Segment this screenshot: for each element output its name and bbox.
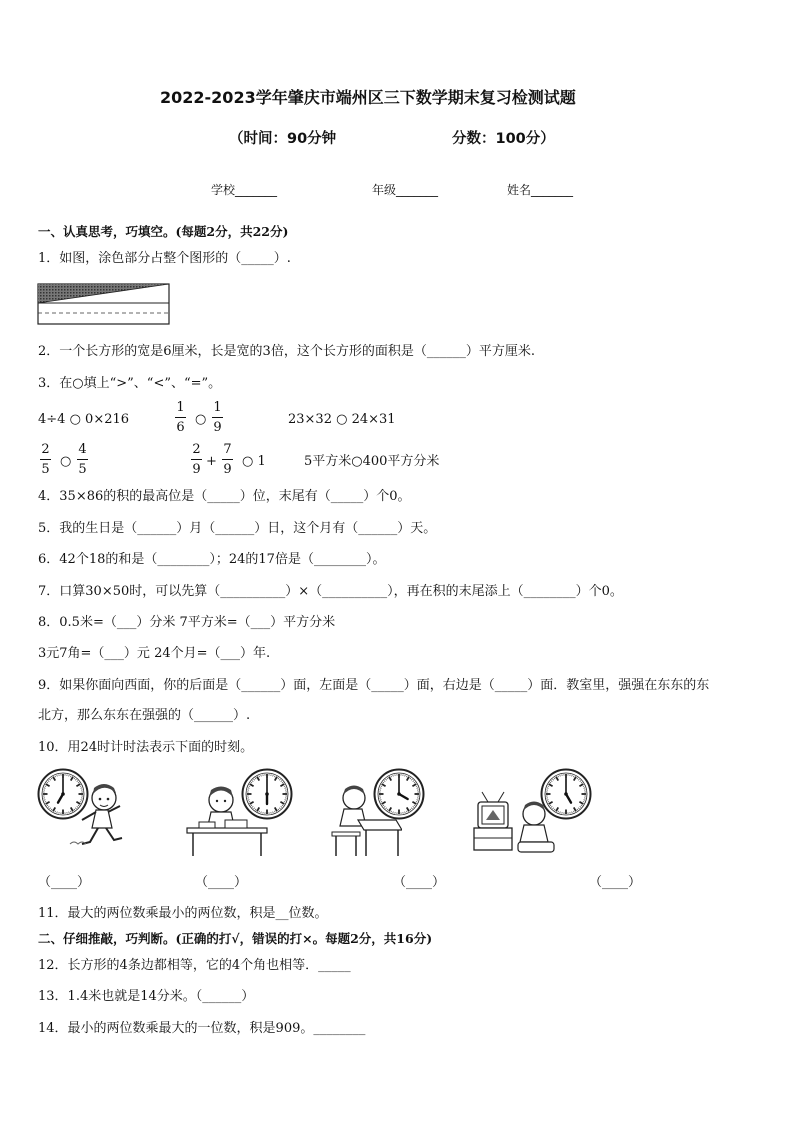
section-1-heading: 一、认真思考，巧填空。(每题2分，共22分): [38, 224, 289, 239]
question-6: 6．42个18的和是（________）；24的17倍是（________）。: [38, 552, 386, 567]
question-2: 2．一个长方形的宽是6厘米，长是宽的3倍，这个长方形的面积是（______）平方厘米.: [38, 344, 535, 359]
answer-blank-3: （____）: [393, 875, 446, 890]
fraction-4-5: 4 5: [78, 442, 87, 477]
answer-blank-1: （____）: [38, 875, 91, 890]
compare-expr-3: 23×32 ○ 24×31: [288, 412, 396, 427]
clock-4: [540, 768, 592, 820]
compare-expr-1: 4÷4 ○ 0×216: [38, 412, 130, 427]
clock-center: [397, 792, 401, 796]
answer-blank-4: （____）: [589, 875, 642, 890]
compare-expr-5-rest: ○ 1: [242, 454, 266, 469]
question-13: 13．1.4米也就是14分米。（______）: [38, 989, 255, 1004]
name-field: 姓名_______: [507, 183, 574, 197]
compare-circle: ○: [60, 454, 72, 469]
fraction-1-6: 1 6: [176, 400, 185, 435]
question-1: 1．如图，涂色部分占整个图形的（_____）.: [38, 251, 291, 266]
question-12: 12．长方形的4条边都相等，它的4个角也相等．_____: [38, 958, 351, 973]
exam-time: （时间：90分钟: [229, 131, 337, 147]
fraction-2-9: 2 9: [192, 442, 201, 477]
page-title: 2022-2023学年肇庆市端州区三下数学期末复习检测试题: [160, 88, 576, 107]
school-field: 学校_______: [211, 183, 278, 197]
clock-2: [241, 768, 293, 820]
grade-field: 年级_______: [372, 183, 439, 197]
exam-score: 分数：100分）: [452, 131, 555, 147]
fraction-2-5: 2 5: [41, 442, 50, 477]
clock-3: [373, 768, 425, 820]
question-9-line-2: 北方，那么东东在强强的（______）.: [38, 708, 251, 723]
question-4: 4．35×86的积的最高位是（_____）位，末尾有（_____）个0。: [38, 489, 411, 504]
question-5: 5．我的生日是（______）月（______）日，这个月有（______）天。: [38, 521, 437, 536]
question-3: 3．在○填上“>”、“<”、“=”。: [38, 376, 222, 391]
fraction-1-9: 1 9: [213, 400, 222, 435]
shaded-rectangle-figure: [37, 283, 171, 325]
question-8-line-2: 3元7角=（___）元 24个月=（___）年.: [38, 646, 271, 661]
compare-circle: ○: [195, 412, 207, 427]
question-14: 14．最小的两位数乘最大的一位数，积是909。________: [38, 1021, 366, 1036]
question-9-line-1: 9．如果你面向西面，你的后面是（______）面，左面是（_____）面，右边是（_____）面．教室里，强强在东东的东: [38, 678, 710, 693]
clock-center: [265, 792, 269, 796]
running-boy-illustration: [60, 778, 132, 854]
compare-expr-6: 5平方米○400平方分米: [304, 454, 440, 469]
plus-sign: +: [206, 454, 217, 469]
answer-blank-2: （____）: [195, 875, 248, 890]
question-11: 11．最大的两位数乘最小的两位数，积是__位数。: [38, 906, 328, 921]
question-10: 10．用24时计时法表示下面的时刻。: [38, 740, 254, 755]
fraction-7-9: 7 9: [223, 442, 232, 477]
clock-center: [564, 792, 568, 796]
section-2-heading: 二、仔细推敲，巧判断。(正确的打√，错误的打×。每题2分，共16分): [38, 931, 433, 946]
question-7: 7．口算30×50时，可以先算（__________）×（__________），再在积的末尾添上（________）个0。: [38, 584, 623, 599]
question-8-line-1: 8．0.5米=（___）分米 7平方米=（___）平方分米: [38, 615, 336, 630]
